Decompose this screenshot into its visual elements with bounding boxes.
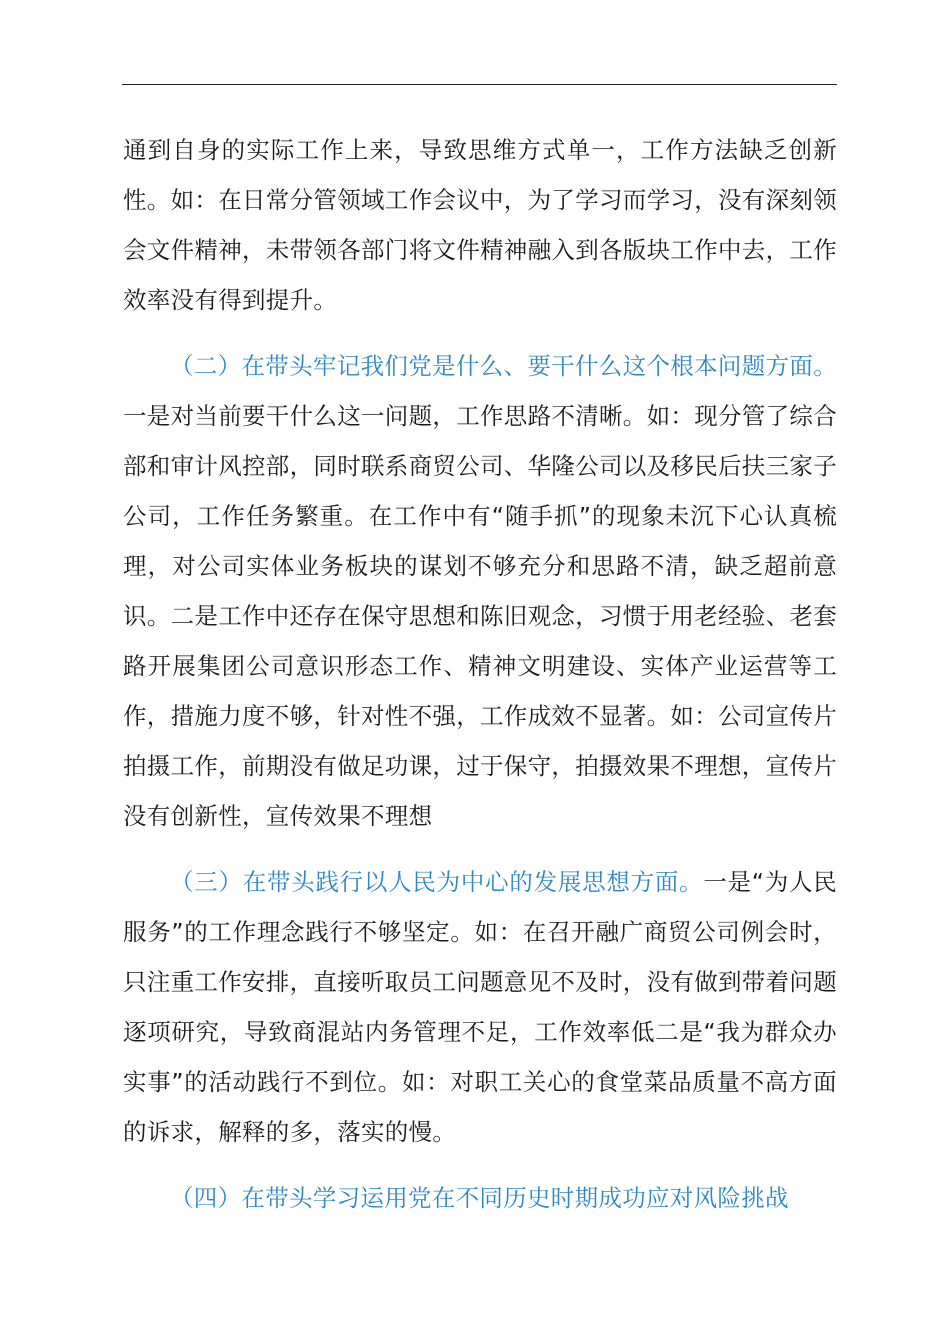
paragraph-4 bbox=[123, 1173, 837, 1223]
paragraph-3 bbox=[123, 857, 837, 1157]
section-heading-3: （三）在带头践行以人民为中心的发展思想方面。 bbox=[170, 868, 704, 896]
section-heading-2: （二）在带头牢记我们党是什么、要干什么这个根本问题方面。 bbox=[170, 352, 837, 380]
paragraph-1-text: 通到自身的实际工作上来，导致思维方式单一，工作方法缺乏创新性。如：在日常分管领域工作会议中，为了学习而学习，没有深刻领会文件精神，未带领各部门将文件精神融入到各版块工作中去，工作效率没有得到提升。 bbox=[123, 136, 837, 314]
paragraph-1 bbox=[123, 125, 837, 325]
paragraph-2-text: 一是对当前要干什么这一问题，工作思路不清晰。如：现分管了综合部和审计风控部，同时联系商贸公司、华隆公司以及移民后扶三家子公司，工作任务繁重。在工作中有“随手抓”的现象未沉下心认真梳理，对公司实体业务板块的谋划不够充分和思路不清，缺乏超前意识。二是工作中还存在保守思想和陈旧观念，习惯于用老经验、老套路开展集团公司意识形态工作、精神文明建设、实体产业运营等工作，措施力度不够，针对性不强，工作成效不显著。如：公司宣传片拍摄工作，前期没有做足功课，过于保守，拍摄效果不理想，宣传片没有创新性，宣传效果不理想 bbox=[123, 402, 837, 830]
paragraph-3-text: 一是“为人民服务”的工作理念践行不够坚定。如：在召开融广商贸公司例会时，只注重工作安排，直接听取员工问题意见不及时，没有做到带着问题逐项研究，导致商混站内务管理不足，工作效率低二是“我为群众办实事”的活动践行不到位。如：对职工关心的食堂菜品质量不高方面的诉求，解释的多，落实的慢。 bbox=[123, 868, 837, 1146]
section-heading-4: （四）在带头学习运用党在不同历史时期成功应对风险挑战 bbox=[170, 1184, 789, 1212]
document-body bbox=[123, 125, 837, 1223]
paragraph-2 bbox=[123, 341, 837, 841]
header-rule bbox=[122, 84, 837, 85]
